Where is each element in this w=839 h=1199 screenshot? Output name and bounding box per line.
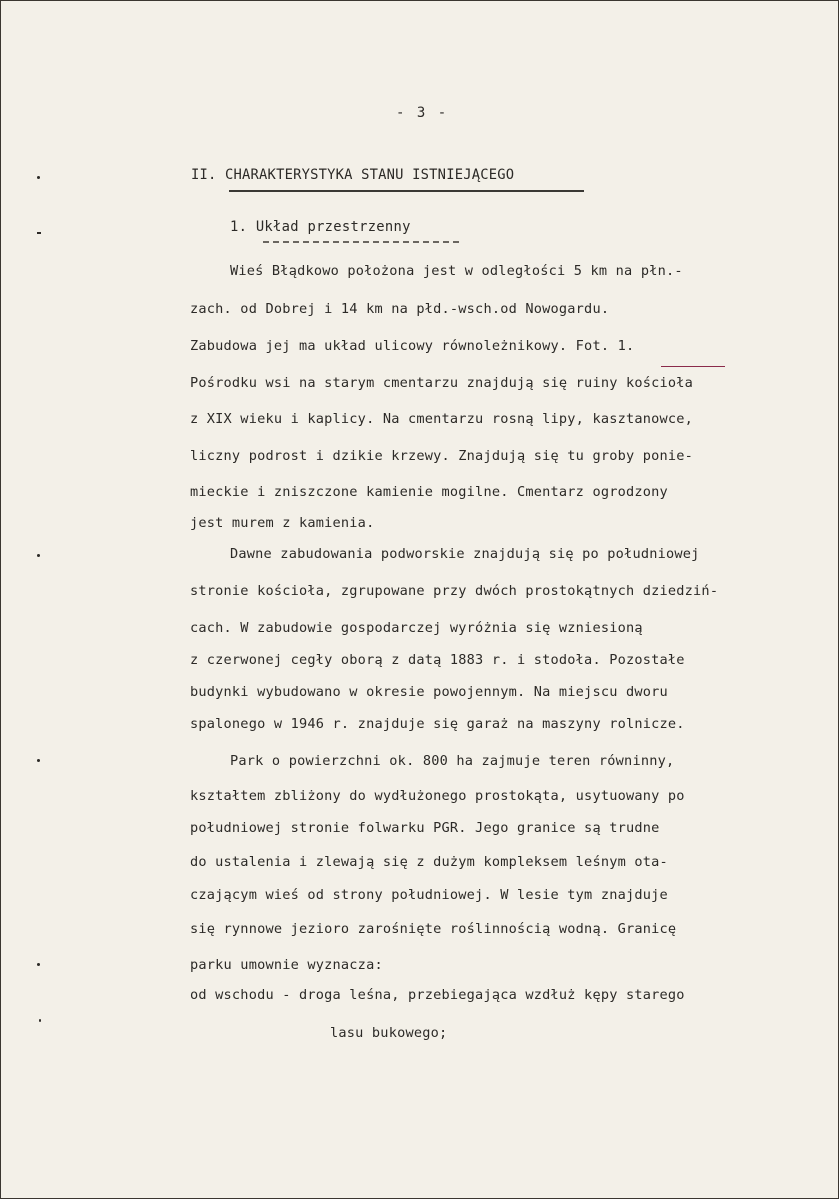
- text-line: mieckie i zniszczone kamienie mogilne. Cmentarz ogrodzony: [190, 484, 668, 500]
- text-line: do ustalenia i zlewają się z dużym kompleksem leśnym ota-: [190, 854, 668, 870]
- text-line: kształtem zbliżony do wydłużonego prostokąta, usytuowany po: [190, 788, 685, 804]
- margin-mark: [37, 176, 40, 179]
- photo-reference-underline: [661, 366, 725, 367]
- text-line: z czerwonej cegły oborą z datą 1883 r. i stodoła. Pozostałe: [190, 652, 685, 668]
- text-line: spalonego w 1946 r. znajduje się garaż na maszyny rolnicze.: [190, 716, 685, 732]
- section-heading: 1. Układ przestrzenny: [230, 219, 411, 235]
- text-line: budynki wybudowano w okresie powojennym. Na miejscu dworu: [190, 684, 668, 700]
- text-line: z XIX wieku i kaplicy. Na cmentarzu rosną lipy, kasztanowce,: [190, 411, 694, 427]
- page-number: - 3 -: [396, 105, 449, 121]
- section-heading-underline: [263, 241, 459, 243]
- text-line: od wschodu - droga leśna, przebiegająca wzdłuż kępy starego: [190, 987, 685, 1003]
- text-line: liczny podrost i dzikie krzewy. Znajdują się tu groby ponie-: [190, 448, 694, 464]
- margin-mark: [37, 554, 40, 557]
- text-line: parku umownie wyznacza:: [190, 957, 383, 973]
- text-line: Pośrodku wsi na starym cmentarzu znajdują się ruiny kościoła: [190, 375, 694, 391]
- text-line: Dawne zabudowania podworskie znajdują się po południowej: [230, 546, 700, 562]
- text-line: południowej stronie folwarku PGR. Jego granice są trudne: [190, 820, 660, 836]
- text-line: Wieś Błądkowo położona jest w odległości 5 km na płn.-: [230, 263, 683, 279]
- text-line: Park o powierzchni ok. 800 ha zajmuje teren równinny,: [230, 753, 675, 769]
- margin-mark: [37, 963, 40, 966]
- chapter-heading: II. CHARAKTERYSTYKA STANU ISTNIEJĄCEGO: [191, 167, 515, 183]
- chapter-heading-underline: [229, 190, 584, 192]
- margin-mark: [37, 232, 41, 234]
- text-line: jest murem z kamienia.: [190, 515, 375, 531]
- text-line: zach. od Dobrej i 14 km na płd.-wsch.od Nowogardu.: [190, 301, 610, 317]
- text-line: lasu bukowego;: [330, 1025, 448, 1041]
- text-line: Zabudowa jej ma układ ulicowy równoleżnikowy. Fot. 1.: [190, 338, 635, 354]
- text-line: stronie kościoła, zgrupowane przy dwóch prostokątnych dziedziń-: [190, 583, 719, 599]
- margin-mark: [39, 1019, 41, 1022]
- margin-mark: [37, 759, 40, 762]
- text-line: się rynnowe jezioro zarośnięte roślinnością wodną. Granicę: [190, 921, 677, 937]
- text-line: cach. W zabudowie gospodarczej wyróżnia się wzniesioną: [190, 620, 643, 636]
- text-line: czającym wieś od strony południowej. W lesie tym znajduje: [190, 887, 668, 903]
